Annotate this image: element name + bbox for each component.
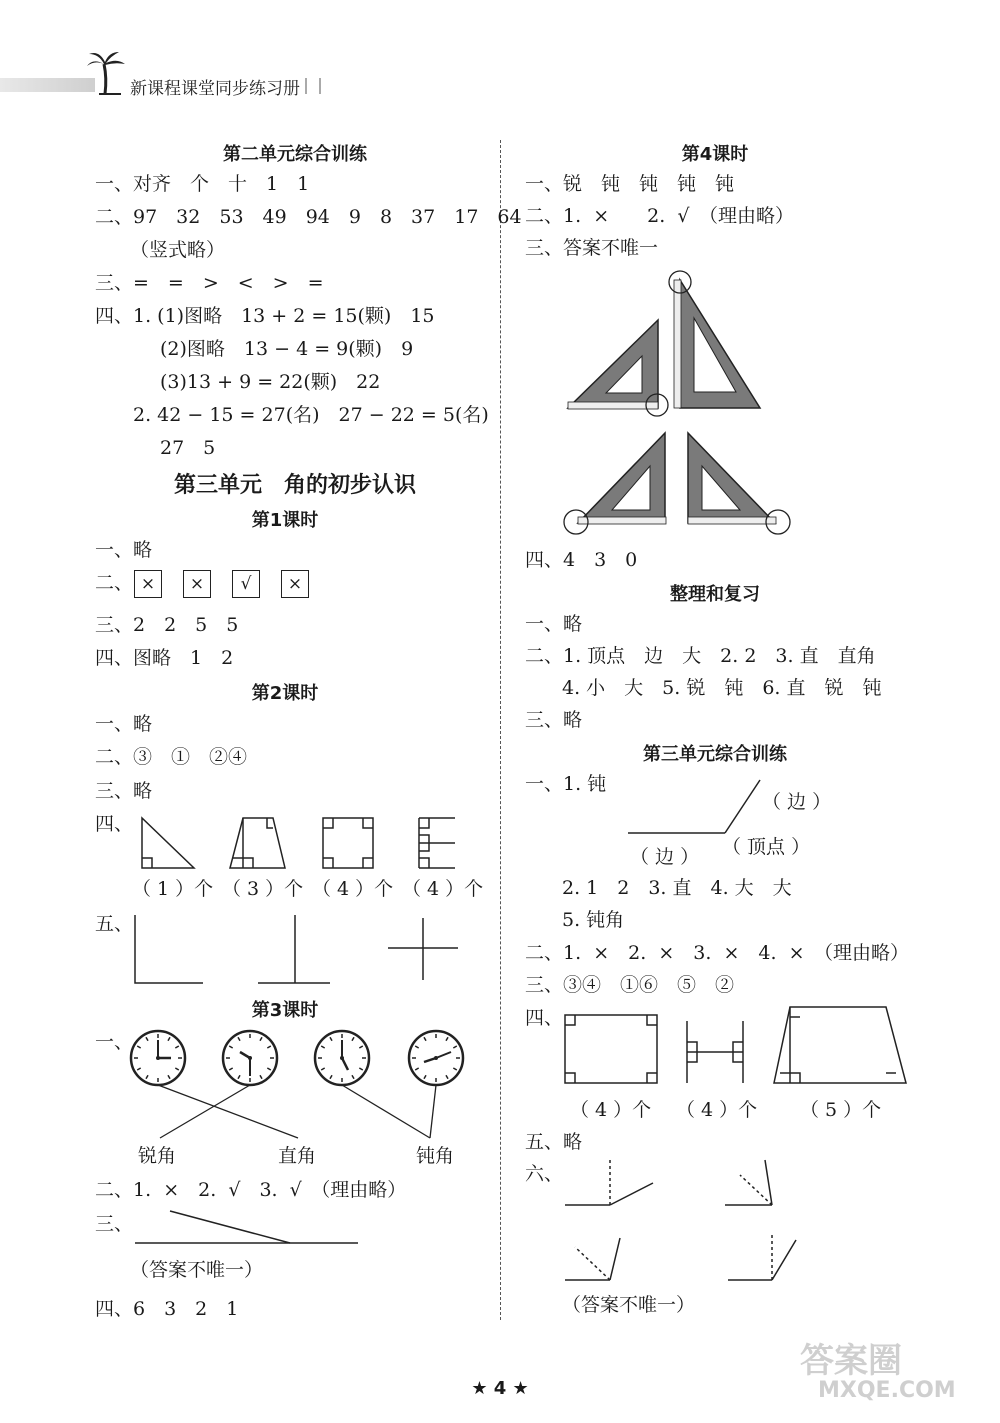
unit3-title: 第三单元 角的初步认识 — [173, 472, 416, 498]
lesson4-title: 第4课时 — [681, 144, 749, 165]
rev-q3: 三、略 — [525, 709, 583, 731]
u3-q5: 五、略 — [525, 1131, 583, 1153]
unit2-title: 第二单元综合训练 — [223, 144, 367, 165]
u3-q6-note: （答案不唯一） — [562, 1294, 696, 1316]
l2-q2: 二、③ ① ②④ — [95, 746, 248, 768]
u3-count: （ 4 ）个 — [676, 1099, 758, 1121]
l1-q2-label: 二、 — [95, 572, 134, 594]
l1-q3: 三、2 2 5 5 — [95, 614, 239, 636]
u2-q1: 一、对齐 个 十 1 1 — [95, 173, 310, 195]
l2-q5-label: 五、 — [95, 913, 134, 935]
l2-count: （ 1 ）个 — [132, 878, 214, 900]
l2-shapes — [130, 810, 470, 872]
label-acute: 锐角 — [138, 1145, 177, 1167]
l2-q5-angles — [130, 910, 470, 990]
l1-q4: 四、图略 1 2 — [95, 647, 234, 669]
u3-bian1: （ 边 ） — [762, 791, 832, 813]
u3-q6-figure — [560, 1155, 820, 1285]
l4-q3: 三、答案不唯一 — [525, 237, 659, 259]
u3-bian2: （ 边 ） — [630, 846, 700, 868]
u3-q1: 一、1. 钝 — [525, 773, 607, 795]
u2-q4-5: 27 5 — [160, 437, 216, 459]
clock-matching-figure — [130, 1028, 470, 1148]
l2-count: （ 4 ）个 — [402, 878, 484, 900]
u2-q2b: （竖式略） — [130, 239, 226, 261]
clock-icon — [131, 1031, 185, 1085]
l3-q3-angle — [130, 1205, 370, 1250]
rev-q2b: 4. 小 大 5. 锐 钝 6. 直 锐 钝 — [562, 677, 882, 699]
u3-q4-label: 四、 — [525, 1007, 564, 1029]
label-obtuse: 钝角 — [416, 1145, 455, 1167]
u2-q3: 三、= = > < > = — [95, 272, 324, 294]
l2-q1: 一、略 — [95, 713, 153, 735]
header-title: 新课程课堂同步练习册 — [130, 79, 300, 99]
l2-count: （ 4 ）个 — [312, 878, 394, 900]
answer-box: √ — [232, 570, 260, 598]
u2-q4-4: 2. 42 − 15 = 27(名) 27 − 22 = 5(名) — [133, 404, 489, 426]
lesson1-title: 第1课时 — [251, 510, 319, 531]
comb-shape — [419, 818, 455, 868]
set-square-triangle-4 — [688, 433, 776, 524]
u3-q2: 二、1. × 2. × 3. × 4. × （理由略） — [525, 942, 910, 964]
u2-q4-1: 四、1. (1)图略 13 + 2 = 15(颗) 15 — [95, 305, 435, 327]
l3-q3-note: （答案不唯一） — [130, 1259, 264, 1281]
set-square-figure — [560, 268, 800, 543]
u3-angle-figure — [625, 775, 765, 835]
u3-count: （ 4 ）个 — [570, 1099, 652, 1121]
rev-q1: 一、略 — [525, 613, 583, 635]
palm-tree-icon — [85, 50, 130, 95]
set-square-triangle-2 — [674, 280, 760, 408]
u3-q6-label: 六、 — [525, 1163, 564, 1185]
l3-q3-label: 三、 — [95, 1213, 134, 1235]
trapezoid-shape — [230, 818, 285, 868]
clock-icon — [223, 1031, 277, 1085]
l4-q4: 四、4 3 0 — [525, 549, 638, 571]
answer-box: × — [134, 570, 162, 598]
u3-q1b: 2. 1 2 3. 直 4. 大 大 — [562, 877, 792, 899]
l2-count: （ 3 ）个 — [222, 878, 304, 900]
l1-q1: 一、略 — [95, 539, 153, 561]
lesson2-title: 第2课时 — [251, 683, 319, 704]
answer-box: × — [183, 570, 211, 598]
l3-q1-label: 一、 — [95, 1031, 134, 1053]
set-square-triangle-3 — [578, 433, 666, 524]
clock-icon — [315, 1031, 369, 1085]
u3-count: （ 5 ）个 — [800, 1099, 882, 1121]
l3-q2: 二、1. × 2. √ 3. √ （理由略） — [95, 1179, 407, 1201]
u2-q4-2: (2)图略 13 − 4 = 9(颗) 9 — [160, 338, 414, 360]
clock-icon — [409, 1031, 463, 1085]
u3-dingdian: （ 顶点 ） — [722, 836, 811, 858]
u2-q2: 二、97 32 53 49 94 9 8 37 17 64 — [95, 206, 522, 228]
l2-q4-label: 四、 — [95, 813, 134, 835]
u2-q4-3: (3)13 + 9 = 22(颗) 22 — [160, 371, 381, 393]
square-shape — [323, 818, 373, 868]
watermark-url: MXQE.COM — [818, 1378, 956, 1403]
page-number: ★ 4 ★ — [471, 1378, 529, 1399]
l4-q1: 一、锐 钝 钝 钝 钝 — [525, 173, 735, 195]
l3-q4: 四、6 3 2 1 — [95, 1298, 239, 1320]
u3-q4-shapes — [560, 1005, 910, 1085]
label-right: 直角 — [278, 1145, 317, 1167]
u3-q1c: 5. 钝角 — [562, 909, 625, 931]
watermark-logo: 答案圈 — [800, 1341, 902, 1381]
column-divider — [500, 140, 501, 1320]
header-bar — [0, 78, 95, 92]
u3-q3: 三、③④ ①⑥ ⑤ ② — [525, 974, 735, 996]
rev-q2a: 二、1. 顶点 边 大 2. 2 3. 直 直角 — [525, 645, 876, 667]
lesson3-title: 第3课时 — [251, 1000, 319, 1021]
unit3-review-title: 第三单元综合训练 — [643, 744, 787, 765]
header-bars — [305, 78, 321, 94]
set-square-triangle-1 — [568, 320, 658, 409]
l4-q2: 二、1. × 2. √ （理由略） — [525, 205, 794, 227]
answer-box: × — [281, 570, 309, 598]
l2-q3: 三、略 — [95, 780, 153, 802]
review-title: 整理和复习 — [670, 584, 760, 605]
right-triangle-shape — [142, 818, 194, 868]
